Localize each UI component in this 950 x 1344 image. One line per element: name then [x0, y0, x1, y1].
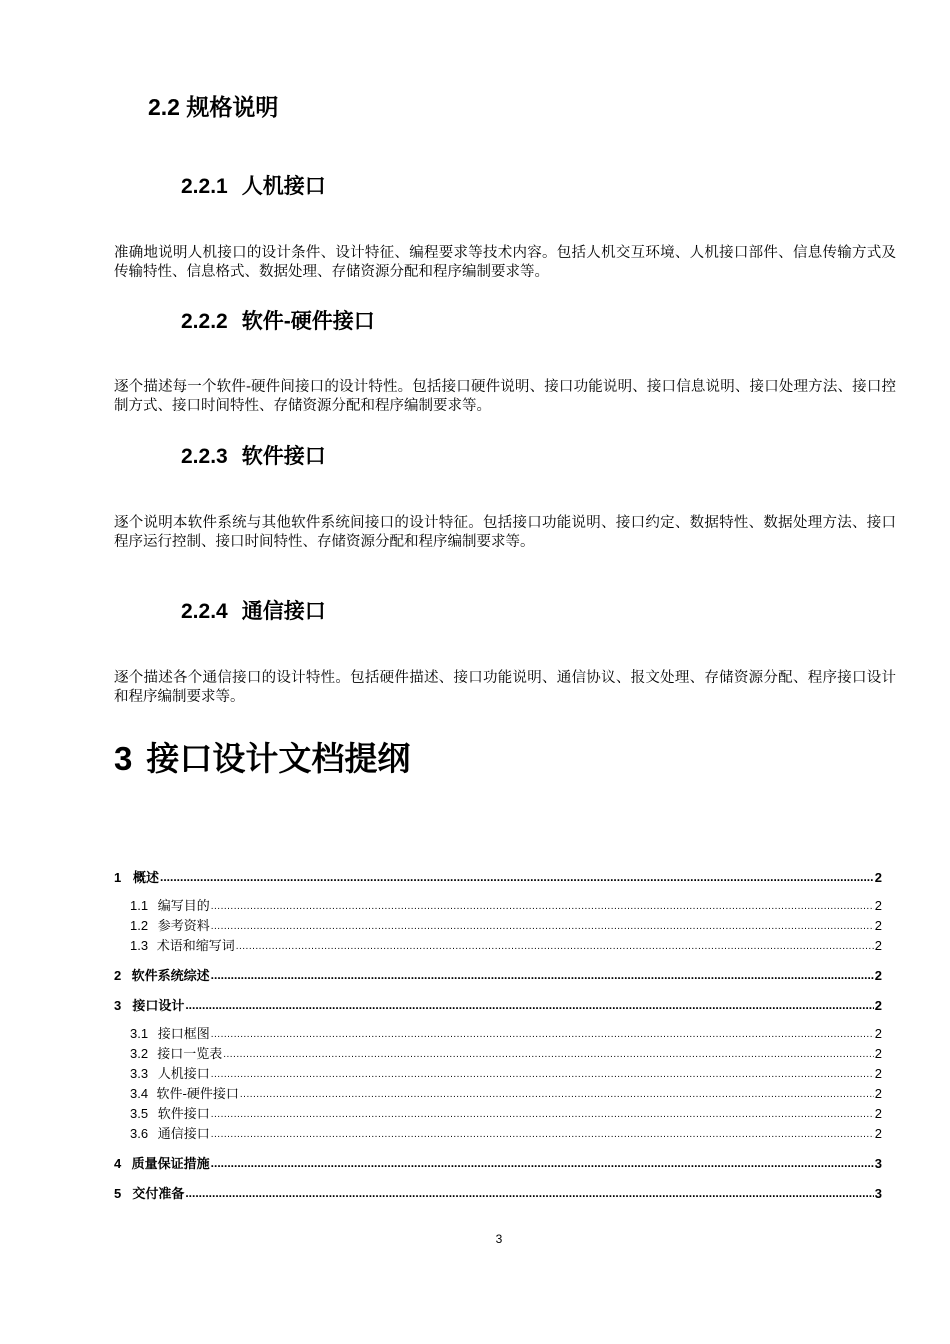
- toc-dot-leader: [160, 867, 874, 887]
- toc-entry[interactable]: [114, 1184, 882, 1204]
- toc-entry-page: 2: [874, 1086, 882, 1101]
- toc-entry-page: 2: [874, 870, 882, 885]
- toc-entry-number: 5: [114, 1186, 122, 1201]
- toc-entry-title: 接口一览表: [157, 1047, 223, 1062]
- toc-entry[interactable]: [114, 1044, 882, 1064]
- heading-2-2-1-title: 人机接口: [241, 175, 326, 198]
- heading-2-2-2: [181, 305, 375, 335]
- toc-entry-title: 人机接口: [157, 1067, 210, 1082]
- table-of-contents: [114, 868, 882, 1204]
- toc-entry-number: 3.6: [130, 1126, 149, 1141]
- heading-2-2-3-title: 软件接口: [241, 445, 326, 468]
- toc-dot-leader: [240, 1083, 874, 1105]
- toc-entry-title: 概述: [132, 870, 159, 885]
- toc-entry[interactable]: [114, 1104, 882, 1124]
- paragraph-2-2-4: 逐个描述各个通信接口的设计特性。包括硬件描述、接口功能说明、通信协议、报文处理、存储资源分配、程序接口设计和程序编制要求等。: [114, 670, 896, 705]
- toc-entry-number: 1.3: [130, 938, 149, 953]
- toc-dot-leader: [211, 965, 874, 985]
- toc-entry[interactable]: [114, 1064, 882, 1084]
- page-number: 3: [495, 1232, 503, 1246]
- toc-entry-title: 软件系统综述: [131, 968, 210, 983]
- toc-entry-title: 质量保证措施: [131, 1156, 210, 1171]
- toc-dot-leader: [185, 1183, 873, 1203]
- toc-dot-leader: [223, 1043, 874, 1065]
- toc-entry-page: 2: [874, 938, 882, 953]
- toc-entry-title: 接口设计: [132, 998, 185, 1013]
- toc-entry-page: 2: [874, 968, 882, 983]
- toc-entry-number: 3.3: [130, 1066, 149, 1081]
- heading-2-2-1-number: 2.2.1: [181, 175, 228, 198]
- toc-entry-page: 2: [874, 898, 882, 913]
- toc-entry-page: 2: [874, 1026, 882, 1041]
- heading-2-2-2-number: 2.2.2: [181, 310, 228, 333]
- toc-entry-page: 2: [874, 1066, 882, 1081]
- toc-dot-leader: [185, 995, 873, 1015]
- toc-entry-number: 3.2: [130, 1046, 149, 1061]
- heading-2-2: [148, 89, 278, 122]
- toc-entry-page: 2: [874, 1046, 882, 1061]
- toc-entry-number: 3.1: [130, 1026, 149, 1041]
- paragraph-2-2-2: 逐个描述每一个软件-硬件间接口的设计特性。包括接口硬件说明、接口功能说明、接口信息说明、接口处理方法、接口控制方式、接口时间特性、存储资源分配和程序编制要求等。: [114, 379, 896, 414]
- toc-entry[interactable]: [114, 936, 882, 956]
- toc-entry-page: 3: [874, 1156, 882, 1171]
- toc-entry-page: 2: [874, 998, 882, 1013]
- heading-2-2-2-title: 软件-硬件接口: [241, 310, 375, 333]
- toc-dot-leader: [211, 1123, 874, 1145]
- heading-3-title: 接口设计文档提纲: [146, 740, 411, 777]
- toc-entry[interactable]: [114, 916, 882, 936]
- heading-2-2-1: [181, 170, 326, 200]
- heading-2-2-3: [181, 440, 326, 470]
- toc-entry-title: 软件-硬件接口: [156, 1087, 239, 1102]
- toc-dot-leader: [236, 935, 874, 957]
- heading-2-2-number: 2.2: [148, 94, 180, 120]
- toc-entry-page: 2: [874, 1126, 882, 1141]
- toc-entry-number: 4: [114, 1156, 122, 1171]
- toc-entry-title: 通信接口: [157, 1127, 210, 1142]
- toc-entry-title: 交付准备: [132, 1186, 185, 1201]
- heading-2-2-4: [181, 595, 326, 625]
- toc-entry-title: 软件接口: [157, 1107, 210, 1122]
- toc-entry-title: 术语和缩写词: [156, 939, 235, 954]
- heading-2-2-3-number: 2.2.3: [181, 445, 228, 468]
- toc-entry-title: 参考资料: [157, 919, 210, 934]
- toc-entry[interactable]: [114, 1154, 882, 1174]
- toc-entry[interactable]: [114, 1084, 882, 1104]
- toc-entry-title: 接口框图: [157, 1027, 210, 1042]
- toc-entry-title: 编写目的: [157, 899, 210, 914]
- heading-2-2-title: 规格说明: [186, 94, 279, 120]
- heading-3: [114, 733, 410, 780]
- toc-entry-page: 2: [874, 1106, 882, 1121]
- toc-entry[interactable]: [114, 896, 882, 916]
- toc-entry-number: 1.2: [130, 918, 149, 933]
- toc-entry-number: 1: [114, 870, 122, 885]
- toc-entry-number: 3: [114, 998, 122, 1013]
- toc-dot-leader: [211, 1153, 874, 1173]
- heading-2-2-4-number: 2.2.4: [181, 600, 228, 623]
- toc-entry[interactable]: [114, 1124, 882, 1144]
- heading-2-2-4-title: 通信接口: [241, 600, 326, 623]
- toc-dot-leader: [211, 1063, 874, 1085]
- toc-entry-number: 2: [114, 968, 122, 983]
- toc-entry-number: 3.4: [130, 1086, 149, 1101]
- toc-dot-leader: [211, 915, 874, 937]
- toc-dot-leader: [211, 1103, 874, 1125]
- toc-entry[interactable]: [114, 996, 882, 1016]
- toc-entry[interactable]: [114, 868, 882, 888]
- toc-entry[interactable]: [114, 966, 882, 986]
- toc-entry-number: 3.5: [130, 1106, 149, 1121]
- toc-entry-number: 1.1: [130, 898, 149, 913]
- toc-dot-leader: [211, 1023, 874, 1045]
- paragraph-2-2-3: 逐个说明本软件系统与其他软件系统间接口的设计特征。包括接口功能说明、接口约定、数据特性、数据处理方法、接口程序运行控制、接口时间特性、存储资源分配和程序编制要求等。: [114, 515, 896, 550]
- toc-entry-page: 2: [874, 918, 882, 933]
- toc-dot-leader: [211, 895, 874, 917]
- toc-entry-page: 3: [874, 1186, 882, 1201]
- toc-entry[interactable]: [114, 1024, 882, 1044]
- heading-3-number: 3: [114, 740, 133, 777]
- paragraph-2-2-1: 准确地说明人机接口的设计条件、设计特征、编程要求等技术内容。包括人机交互环境、人机接口部件、信息传输方式及传输特性、信息格式、数据处理、存储资源分配和程序编制要求等。: [114, 245, 896, 280]
